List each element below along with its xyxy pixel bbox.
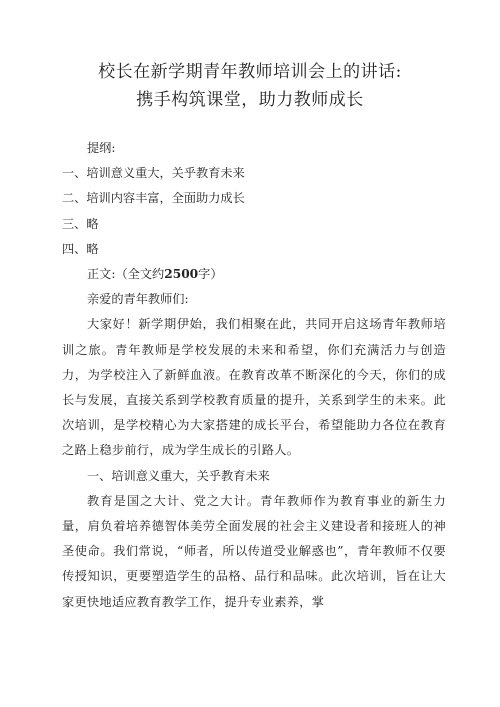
salutation: 亲爱的青年教师们:	[87, 292, 189, 307]
body-label-suffix: 字）	[198, 266, 223, 281]
outline-item-1: 一、培训意义重大，关乎教育未来	[62, 166, 245, 181]
section-1-heading: 一、培训意义重大，关乎教育未来	[87, 468, 270, 483]
section-1-paragraph: 教育是国之大计、党之大计。青年教师作为教育事业的新生力量，肩负着培养德智体美劳全面发展的社会主义建设者和接班人的神圣使命。我们常说，“师者，所以传道受业解惑也”，青年教师不仅要传授知识，更要塑造学生的品格、品行和品味。此次培训，旨在让大家更快地适应教育教学工作，提升专业素养，掌	[62, 493, 446, 609]
outline-item-3: 三、略	[62, 216, 99, 231]
outline-label: 提纲:	[87, 141, 116, 155]
document-body	[62, 134, 446, 615]
body-label	[62, 262, 446, 287]
document-title	[0, 58, 500, 114]
body-word-count: 2500	[164, 266, 199, 281]
body-label-prefix: 正文:（全文约	[87, 266, 165, 281]
outline-item-2: 二、培训内容丰富，全面助力成长	[62, 191, 245, 206]
title-line-2: 携手构筑课堂，助力教师成长	[136, 90, 364, 110]
intro-paragraph: 大家好！新学期伊始，我们相聚在此，共同开启这场青年教师培训之旅。青年教师是学校发展的未来和希望，你们充满活力与创造力，为学校注入了新鲜血液。在教育改革不断深化的今天，你们的成长与发展，直接关系到学校教育质量的提升，关系到学生的未来。此次培训，是学校精心为大家搭建的成长平台，希望能助力各位在教育之路上稳步前行，成为学生成长的引路人。	[62, 317, 446, 458]
outline-item-4: 四、略	[62, 241, 99, 256]
title-line-1: 校长在新学期青年教师培训会上的讲话:	[98, 62, 402, 82]
